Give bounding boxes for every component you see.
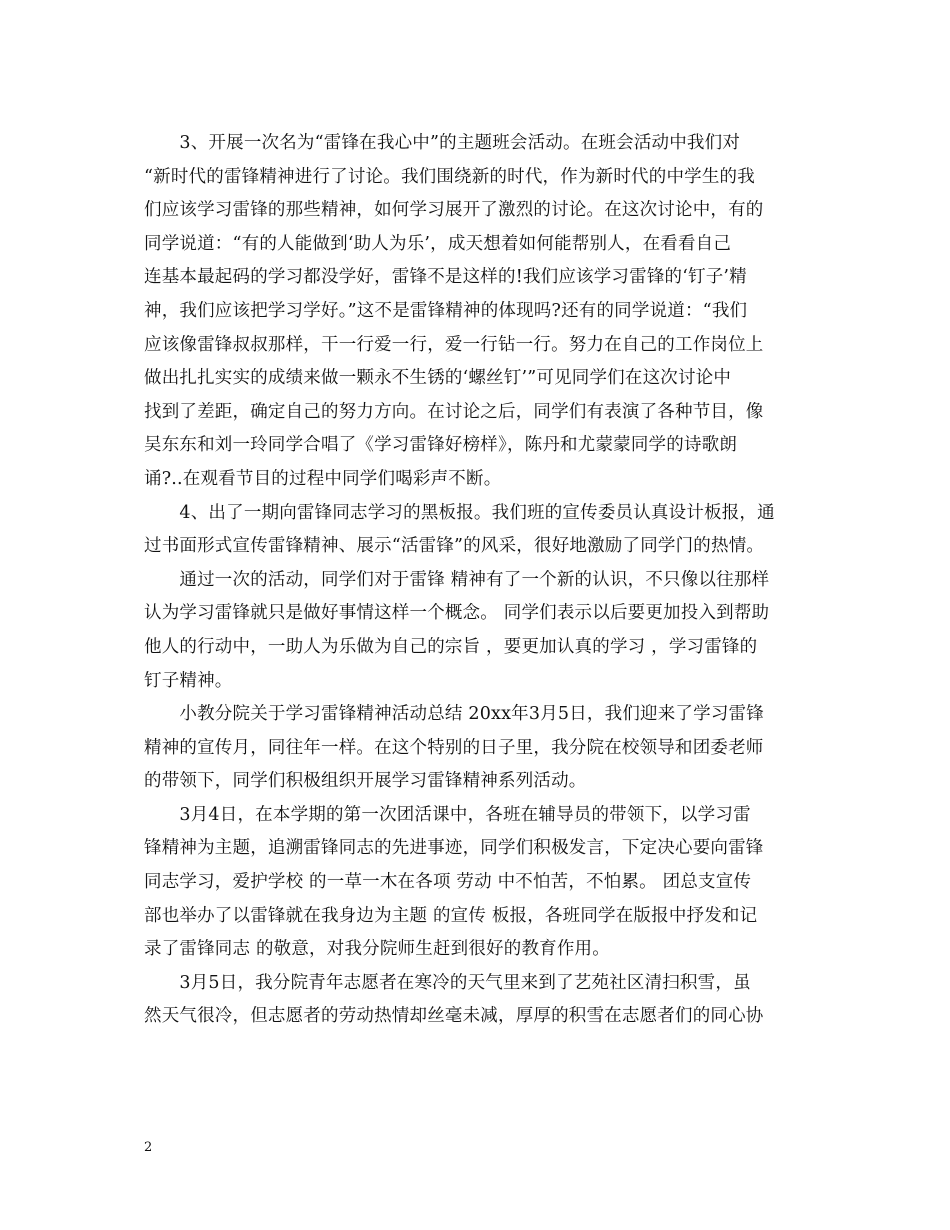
text-line: 们应该学习雷锋的那些精神，如何学习展开了激烈的讨论。在这次讨论中，有的 bbox=[144, 200, 764, 221]
text-line: 通过一次的活动，同学们对于雷锋 精神有了一个新的认识，不只像以往那样 bbox=[144, 569, 770, 590]
text-line: 钉子精神。 bbox=[144, 670, 233, 691]
text-line: “新时代的雷锋精神进行了讨论。我们围绕新的时代，作为新时代的中学生的我 bbox=[144, 166, 755, 187]
text-line: 做出扎扎实实的成绩来做一颗永不生锈的‘螺丝钉’”可见同学们在这次讨论中 bbox=[144, 368, 732, 389]
text-line: 的带领下，同学们积极组织开展学习雷锋精神系列活动。 bbox=[144, 771, 587, 792]
text-line: 锋精神为主题，追溯雷锋同志的先进事迹，同学们积极发言，下定决心要向雷锋 bbox=[144, 838, 764, 859]
text-line: 过书面形式宣传雷锋精神、展示“活雷锋”的风采，很好地激励了同学门的热情。 bbox=[144, 536, 765, 557]
text-line: 诵?..在观看节目的过程中同学们喝彩声不断。 bbox=[144, 468, 502, 489]
text-line: 吴东东和刘一玲同学合唱了《学习雷锋好榜样》，陈丹和尤蒙蒙同学的诗歌朗 bbox=[144, 435, 738, 456]
text-line: 他人的行动中，一助人为乐做为自己的宗旨 ，要更加认真的学习 ，学习雷锋的 bbox=[144, 636, 758, 657]
text-line: 连基本最起码的学习都没学好，雷锋不是这样的!我们应该学习雷锋的‘钉子’精 bbox=[144, 267, 747, 288]
text-line: 精神的宣传月，同往年一样。在这个特别的日子里，我分院在校领导和团委老师 bbox=[144, 737, 764, 758]
text-line: 认为学习雷锋就只是做好事情这样一个概念。 同学们表示以后要更加投入到帮助 bbox=[144, 603, 770, 624]
text-line: 同学说道：“有的人能做到‘助人为乐’，成天想着如何能帮别人，在看看自己 bbox=[144, 233, 732, 254]
text-line: 3月5日，我分院青年志愿者在寒冷的天气里来到了艺苑社区清扫积雪，虽 bbox=[144, 972, 751, 993]
text-line: 然天气很冷，但志愿者的劳动热情却丝毫未减，厚厚的积雪在志愿者们的同心协 bbox=[144, 1006, 764, 1027]
text-line: 同志学习，爱护学校 的一草一木在各项 劳动 中不怕苦，不怕累。 团总支宣传 bbox=[144, 872, 752, 893]
text-line: 录了雷锋同志 的敬意，对我分院师生赶到很好的教育作用。 bbox=[144, 939, 610, 960]
body-text bbox=[144, 127, 809, 1034]
text-line: 部也举办了以雷锋就在我身边为主题 的宣传 板报，各班同学在版报中抒发和记 bbox=[144, 905, 758, 926]
text-line: 神，我们应该把学习学好。”这不是雷锋精神的体现吗?还有的同学说道：“我们 bbox=[144, 300, 748, 321]
text-line: 4、出了一期向雷锋同志学习的黑板报。我们班的宣传委员认真设计板报，通 bbox=[144, 502, 775, 523]
text-line: 应该像雷锋叔叔那样，干一行爱一行，爱一行钻一行。努力在自己的工作岗位上 bbox=[144, 334, 764, 355]
text-line: 3、开展一次名为“雷锋在我心中”的主题班会活动。在班会活动中我们对 bbox=[144, 133, 741, 153]
text-line: 小教分院关于学习雷锋精神活动总结 20xx年3月5日，我们迎来了学习雷锋 bbox=[144, 704, 764, 725]
text-line: 找到了差距，确定自己的努力方向。在讨论之后，同学们有表演了各种节目，像 bbox=[144, 401, 764, 422]
text-line: 3月4日，在本学期的第一次团活课中，各班在辅导员的带领下，以学习雷 bbox=[144, 804, 751, 825]
page-number: 2 bbox=[144, 1140, 153, 1155]
